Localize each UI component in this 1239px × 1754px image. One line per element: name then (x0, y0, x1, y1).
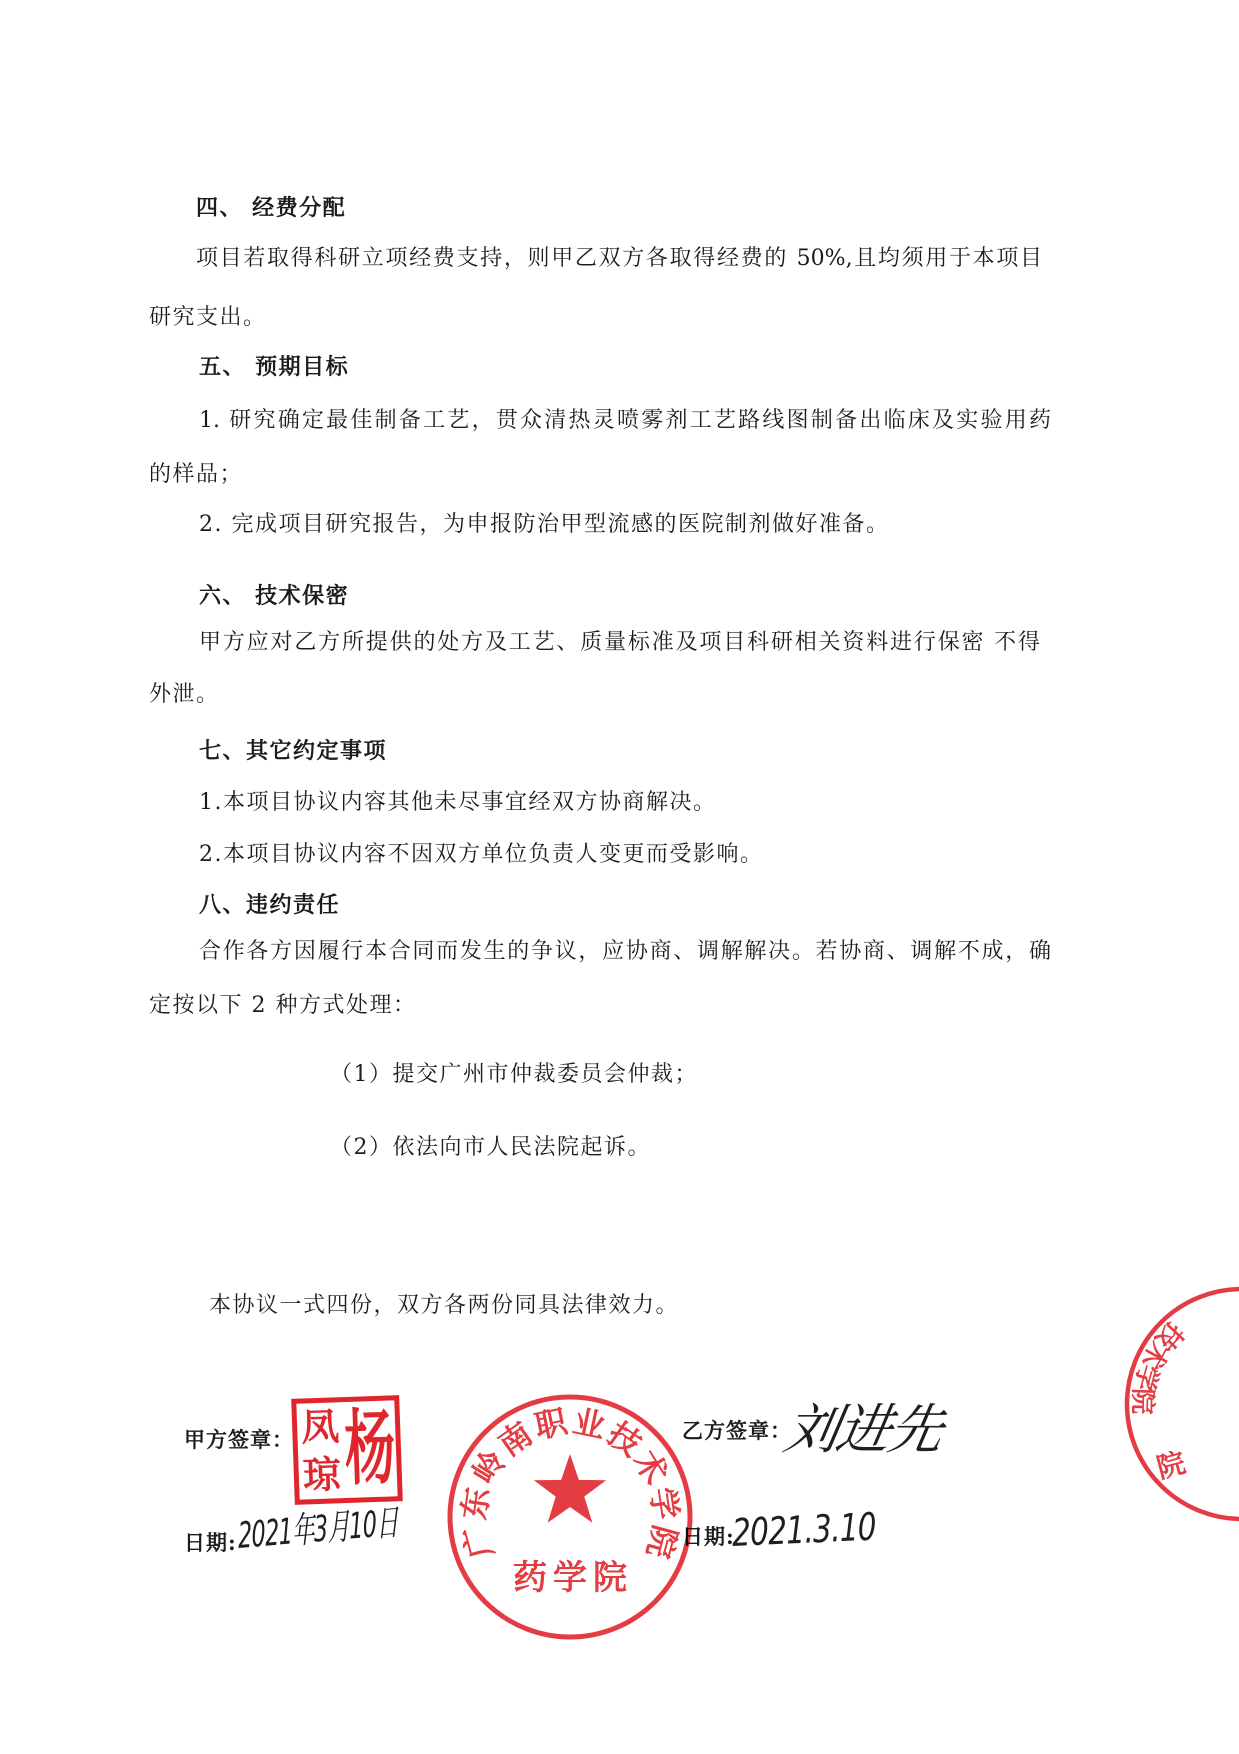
partial-seal-arc-text (1127, 1316, 1189, 1415)
confidentiality-text-line-1: 甲方应对乙方所提供的处方及工艺、质量标准及项目科研相关资料进行保密 不得 (199, 630, 1040, 655)
party-a-date-label: 日期: (184, 1530, 237, 1555)
heading-confidentiality: 六、 技术保密 (199, 583, 350, 609)
party-b-signature-label: 乙方签章： (682, 1418, 792, 1443)
partial-seal-arc-text-path: 技术学院 (1126, 1316, 1189, 1415)
liability-text-line-1: 合作各方因履行本合同而发生的争议，应协商、调解解决。若协商、调解不成，确 (199, 939, 1051, 964)
liability-option-litigation: （2）依法向市人民法院起诉。 (330, 1135, 651, 1160)
partial-round-seal (1115, 1285, 1239, 1530)
budget-text-line-1: 项目若取得科研立项经费支持，则甲乙双方各取得经费的 50%,且均须用于本项目 (196, 246, 1042, 271)
goals-item-1-line-1: 1. 研究确定最佳制备工艺，贯众清热灵喷雾剂工艺路线图制备出临床及实验用药 (199, 408, 1051, 433)
other-matters-item-2: 2.本项目协议内容不因双方单位负责人变更而受影响。 (199, 842, 764, 867)
heading-other-matters: 七、其它约定事项 (199, 738, 388, 764)
seal-center-text: 药学院 (513, 1558, 633, 1598)
party-a-name-stamp (291, 1395, 403, 1505)
seal-arc-text-path: 广东岭南职业技术学院 (454, 1402, 686, 1563)
stamp-char-right: 杨 (343, 1400, 397, 1498)
party-b-handwritten-date: 2021.3.10 (731, 1504, 877, 1555)
other-matters-item-1: 1.本项目协议内容其他未尽事宜经双方协商解决。 (199, 790, 717, 815)
stamp-right-column (342, 1400, 397, 1498)
goals-item-1-line-2: 的样品； (149, 462, 244, 487)
heading-budget-allocation: 四、 经费分配 (196, 195, 347, 221)
stamp-left-column (296, 1402, 345, 1500)
budget-text-line-2: 研究支出。 (149, 305, 267, 330)
stamp-char-bottom-left: 琼 (302, 1451, 342, 1498)
partial-seal-fragment: 院 (1153, 1445, 1189, 1486)
liability-text-line-2: 定按以下 2 种方式处理： (149, 993, 417, 1018)
party-b-date-label: 日期: (682, 1524, 735, 1549)
star-icon (534, 1454, 606, 1523)
heading-expected-goals: 五、 预期目标 (199, 354, 350, 380)
goals-item-2: 2. 完成项目研究报告，为申报防治甲型流感的医院制剂做好准备。 (199, 512, 890, 537)
stamp-char-top-left: 凤 (300, 1403, 340, 1450)
party-a-handwritten-date: 2021年3月10日 (237, 1502, 399, 1557)
party-b-handwritten-signature: 刘进先 (779, 1398, 947, 1461)
copies-statement: 本协议一式四份，双方各两份同具法律效力。 (209, 1293, 680, 1318)
heading-breach-liability: 八、违约责任 (199, 892, 341, 918)
confidentiality-text-line-2: 外泄。 (149, 682, 220, 707)
official-round-seal (442, 1389, 698, 1645)
liability-option-arbitration: （1）提交广州市仲裁委员会仲裁； (330, 1062, 698, 1087)
party-a-signature-label: 甲方签章： (184, 1427, 294, 1452)
